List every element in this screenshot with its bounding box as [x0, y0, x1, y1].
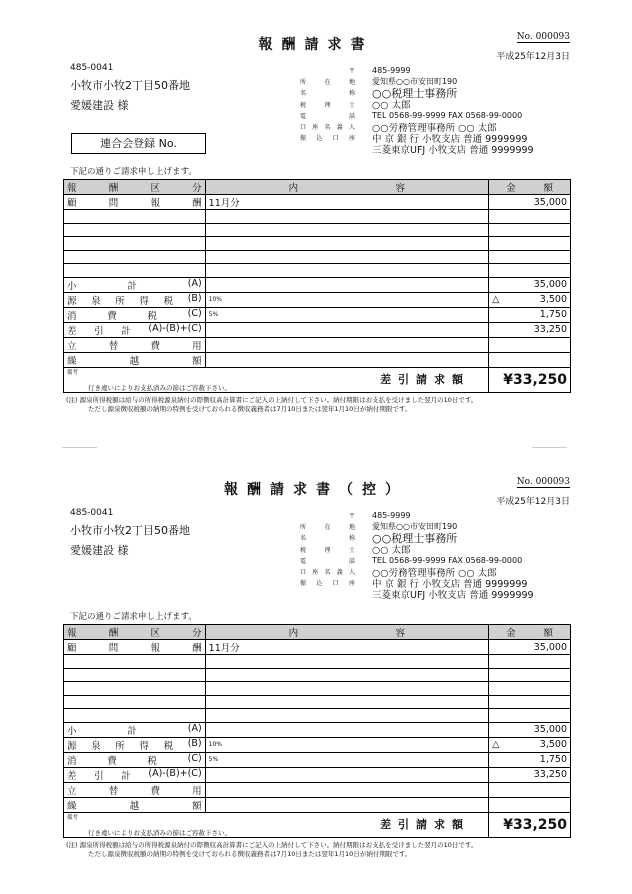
issuer-label: 電話 — [300, 112, 355, 120]
issuer-label-cell — [300, 556, 355, 565]
summary-label — [64, 752, 206, 767]
client-address: 小牧市小牧2丁目50番地 — [70, 524, 190, 537]
item-amount — [489, 668, 571, 682]
label-char: 税 — [147, 755, 157, 767]
summary-content — [205, 277, 488, 292]
issuer-info — [300, 510, 580, 600]
label-char: 泉 — [91, 740, 101, 752]
remarks-label: 備考 — [67, 814, 79, 821]
client-postal: 485-0041 — [70, 508, 114, 518]
summary-row — [64, 722, 571, 737]
issuer-value: 485-9999 — [372, 511, 411, 521]
summary-label-text — [67, 353, 202, 367]
issuer-value: ○○労務管理事務所 ○○ 太郎 — [372, 122, 497, 134]
summary-label — [64, 767, 206, 782]
label-char: 額 — [192, 355, 202, 367]
summary-value: 3,500 — [539, 294, 567, 306]
item-category — [64, 250, 206, 264]
summary-amount-wrap — [492, 279, 567, 290]
header-content-wrap — [209, 180, 485, 194]
item-amount — [489, 210, 571, 224]
cut-line-left — [62, 447, 97, 448]
summary-label — [64, 307, 206, 322]
invoice-date: 平成25年12月3日 — [496, 52, 570, 62]
table-row — [64, 682, 571, 696]
label-char: 費 — [150, 340, 160, 352]
note-3: ただし源泉徴収税額の納期の特例を受けておられる徴収義務者は7月10日または翌年1月10日が納付期限です。 — [88, 850, 412, 858]
table-header — [64, 180, 571, 195]
issuer-row — [300, 87, 580, 98]
invoice-date: 平成25年12月3日 — [496, 497, 570, 507]
issuer-value: 三菱東京UFJ 小牧支店 普通 9999999 — [372, 144, 534, 156]
note-2: (注) 源泉所得税額は給与の所得税源泉納付の際徴収高計算書にご記入の上納付して下さい。納付期限はお支払を受けました翌月の10日です。 — [66, 396, 478, 404]
summary-label-text — [67, 338, 202, 352]
issuer-row — [300, 532, 580, 543]
summary-amount-wrap — [492, 324, 567, 335]
item-amount — [489, 682, 571, 696]
issuer-value: ○○税理士事務所 — [372, 86, 458, 100]
summary-content: 5% — [205, 307, 488, 322]
label-char: 所 — [115, 295, 125, 307]
item-category — [64, 695, 206, 709]
client-name: 愛媛建設 様 — [70, 99, 129, 112]
summary-row — [64, 307, 571, 322]
summary-content — [205, 337, 488, 352]
summary-label — [64, 337, 206, 352]
intro-text: 下記の通りご請求申し上げます。 — [70, 167, 197, 177]
summary-label-text — [67, 278, 202, 292]
item-amount — [489, 655, 571, 669]
summary-row — [64, 782, 571, 797]
issuer-label: 名称 — [300, 535, 355, 543]
invoice-number: No. 000093 — [516, 477, 570, 487]
issuer-label-cell — [300, 88, 355, 97]
issuer-value: 愛知県○○市安田町190 — [372, 522, 458, 532]
table-row — [64, 250, 571, 264]
summary-amount-wrap — [492, 754, 567, 765]
summary-content — [205, 722, 488, 737]
table-header — [64, 625, 571, 640]
issuer-row — [300, 588, 580, 599]
item-category — [64, 682, 206, 696]
issuer-value: 愛知県○○市安田町190 — [372, 77, 458, 87]
header-amount — [489, 180, 571, 195]
summary-amount — [489, 737, 571, 752]
note-2: (注) 源泉所得税額は給与の所得税源泉納付の際徴収高計算書にご記入の上納付して下さい。納付期限はお支払を受けました翌月の10日です。 — [66, 841, 478, 849]
item-content — [205, 237, 488, 251]
item-category — [64, 237, 206, 251]
issuer-value: 中 京 銀 行 小牧支店 普通 9999999 — [372, 133, 528, 145]
cut-line-right — [532, 447, 567, 448]
summary-label — [64, 737, 206, 752]
issuer-value: 三菱東京UFJ 小牧支店 普通 9999999 — [372, 589, 534, 601]
issuer-label-cell — [300, 578, 355, 587]
summary-amount — [489, 322, 571, 337]
table-row — [64, 709, 571, 723]
registration-number-box: 連合会登録 No. — [71, 133, 206, 154]
label-char: 所 — [115, 740, 125, 752]
summary-content — [205, 767, 488, 782]
summary-content: 5% — [205, 752, 488, 767]
label-char: 計 — [127, 725, 137, 737]
summary-label — [64, 722, 206, 737]
label-char: (B) — [187, 292, 202, 304]
summary-content — [205, 782, 488, 797]
header-amount-wrap — [492, 625, 567, 639]
note-3: ただし源泉徴収税額の納期の特例を受けておられる徴収義務者は7月10日または翌年1月10日が納付期限です。 — [88, 405, 412, 413]
summary-mark: △ — [492, 739, 500, 751]
label-char: 小 — [67, 725, 77, 737]
intro-text: 下記の通りご請求申し上げます。 — [70, 612, 197, 622]
item-content — [205, 695, 488, 709]
table-row — [64, 668, 571, 682]
summary-value: 35,000 — [533, 279, 567, 291]
issuer-value: TEL 0568-99-9999 FAX 0568-99-0000 — [372, 555, 523, 565]
item-category — [64, 668, 206, 682]
table-row — [64, 237, 571, 251]
label-char: 越 — [129, 800, 140, 812]
label-char: 計 — [121, 770, 131, 782]
header-category — [64, 180, 206, 195]
item-amount — [489, 237, 571, 251]
issuer-label-cell — [300, 133, 355, 142]
summary-label — [64, 277, 206, 292]
label-char: 額 — [192, 800, 202, 812]
issuer-label: 振込口座 — [300, 135, 355, 143]
label-char: 税 — [163, 740, 174, 752]
summary-content — [205, 352, 488, 367]
issuer-label-cell — [300, 66, 355, 75]
issuer-label: 電話 — [300, 557, 355, 565]
issuer-label: 振込口座 — [300, 580, 355, 588]
item-content — [205, 250, 488, 264]
label-char: 消 — [67, 755, 77, 767]
summary-row — [64, 797, 571, 812]
issuer-label-cell — [300, 533, 355, 542]
invoice-table — [63, 179, 571, 393]
item-content — [205, 223, 488, 237]
issuer-label: 所在地 — [300, 79, 355, 87]
item-amount — [489, 709, 571, 723]
header-category-label: 報酬区分 — [67, 628, 202, 639]
item-category — [64, 655, 206, 669]
summary-row — [64, 337, 571, 352]
client-postal: 485-0041 — [70, 63, 114, 73]
item-category — [64, 640, 206, 655]
label-char: 税 — [147, 310, 157, 322]
label-char: 源 — [67, 740, 77, 752]
summary-row — [64, 277, 571, 292]
issuer-row — [300, 143, 580, 154]
label-char: 費 — [107, 310, 117, 322]
summary-label-text — [67, 308, 202, 322]
summary-label-text — [67, 783, 202, 797]
item-amount — [489, 250, 571, 264]
summary-amount — [489, 352, 571, 367]
issuer-label: 所在地 — [300, 524, 355, 532]
summary-content — [205, 322, 488, 337]
label-char: 源 — [67, 295, 77, 307]
summary-value: 3,500 — [539, 739, 567, 751]
label-char: 立 — [67, 340, 77, 352]
invoice-copy — [0, 445, 632, 885]
header-category-label: 報酬区分 — [67, 183, 202, 194]
summary-amount — [489, 292, 571, 307]
summary-amount-wrap — [492, 769, 567, 780]
table-row — [64, 695, 571, 709]
issuer-value: ○○税理士事務所 — [372, 531, 458, 545]
summary-amount — [489, 307, 571, 322]
issuer-value: 中 京 銀 行 小牧支店 普通 9999999 — [372, 578, 528, 590]
item-category — [64, 223, 206, 237]
header-amount — [489, 625, 571, 640]
client-address: 小牧市小牧2丁目50番地 — [70, 79, 190, 92]
label-char: 立 — [67, 785, 77, 797]
summary-row — [64, 767, 571, 782]
label-char: (A)-(B)+(C) — [148, 767, 202, 779]
total-label: 差引請求額 — [380, 372, 471, 386]
issuer-label-cell — [300, 77, 355, 86]
label-char: 得 — [139, 740, 149, 752]
table-row — [64, 655, 571, 669]
issuer-label-cell — [300, 522, 355, 531]
item-amount: 35,000 — [489, 640, 571, 655]
label-char: 計 — [121, 325, 131, 337]
item-content: 11月分 — [205, 195, 488, 210]
item-content — [205, 655, 488, 669]
label-char: 替 — [108, 785, 119, 797]
issuer-value: 485-9999 — [372, 66, 411, 76]
note-1: 行き違いによりお支払済みの節はご容赦下さい。 — [88, 384, 231, 392]
header-content-label: 内容 — [288, 628, 406, 639]
summary-value: 1,750 — [539, 754, 567, 766]
summary-amount — [489, 767, 571, 782]
label-char: 消 — [67, 310, 77, 322]
invoice-number: No. 000093 — [516, 32, 570, 42]
summary-label — [64, 782, 206, 797]
label-char: 用 — [192, 340, 202, 352]
issuer-label: 口座名義人 — [300, 569, 355, 577]
summary-row — [64, 292, 571, 307]
label-char: (A) — [187, 722, 202, 734]
label-char: 小 — [67, 280, 77, 292]
item-amount — [489, 695, 571, 709]
label-char: 得 — [139, 295, 149, 307]
summary-value: 33,250 — [533, 324, 567, 336]
label-char: 繰 — [67, 355, 77, 367]
summary-label — [64, 292, 206, 307]
label-char: 替 — [108, 340, 119, 352]
issuer-value: ○○労務管理事務所 ○○ 太郎 — [372, 567, 497, 579]
issuer-value: ○○ 太郎 — [372, 100, 411, 112]
summary-amount — [489, 752, 571, 767]
label-char: 計 — [127, 280, 137, 292]
table-row — [64, 223, 571, 237]
header-content — [205, 180, 488, 195]
summary-amount — [489, 797, 571, 812]
label-char: 差 — [67, 325, 77, 337]
item-category-label: 顧問報酬 — [67, 643, 202, 654]
summary-row — [64, 752, 571, 767]
summary-amount — [489, 722, 571, 737]
item-content — [205, 682, 488, 696]
issuer-label: 名称 — [300, 90, 355, 98]
summary-label-text — [67, 323, 202, 337]
item-category — [64, 264, 206, 278]
summary-label-text — [67, 753, 202, 767]
table-row — [64, 195, 571, 210]
item-content — [205, 210, 488, 224]
issuer-label-cell — [300, 511, 355, 520]
summary-amount-wrap — [492, 739, 567, 750]
label-char: (A) — [187, 277, 202, 289]
issuer-label: 〒 — [348, 513, 355, 521]
client-name: 愛媛建設 様 — [70, 544, 129, 557]
label-char: 税 — [163, 295, 174, 307]
invoice-title: 報酬請求書 — [258, 37, 374, 53]
issuer-info — [300, 65, 580, 155]
header-amount-label: 金額 — [506, 628, 553, 639]
header-amount-wrap — [492, 180, 567, 194]
summary-amount — [489, 277, 571, 292]
label-char: 泉 — [91, 295, 101, 307]
label-char: 費 — [150, 785, 160, 797]
summary-label-text — [67, 798, 202, 812]
summary-amount-wrap — [492, 309, 567, 320]
invoice-copy — [0, 0, 632, 440]
label-char: 越 — [129, 355, 140, 367]
item-category-label: 顧問報酬 — [67, 198, 202, 209]
summary-label-text — [67, 768, 202, 782]
summary-value: 33,250 — [533, 769, 567, 781]
label-char: (C) — [187, 752, 202, 764]
summary-amount-wrap — [492, 724, 567, 735]
header-content — [205, 625, 488, 640]
label-char: (C) — [187, 307, 202, 319]
label-char: (A)-(B)+(C) — [148, 322, 202, 334]
summary-content: 10% — [205, 292, 488, 307]
label-char: 差 — [67, 770, 77, 782]
header-amount-label: 金額 — [506, 183, 553, 194]
issuer-label-cell — [300, 100, 355, 109]
item-amount — [489, 223, 571, 237]
total-value: ¥33,250 — [489, 812, 571, 837]
item-content — [205, 264, 488, 278]
summary-label — [64, 797, 206, 812]
label-char: 引 — [94, 325, 104, 337]
item-content: 11月分 — [205, 640, 488, 655]
invoice-title: 報酬請求書（控） — [224, 482, 408, 498]
invoice-table — [63, 624, 571, 838]
summary-label — [64, 352, 206, 367]
summary-label-text — [67, 738, 202, 752]
label-char: 費 — [107, 755, 117, 767]
item-amount — [489, 264, 571, 278]
issuer-value: ○○ 太郎 — [372, 545, 411, 557]
summary-value: 1,750 — [539, 309, 567, 321]
label-char: 繰 — [67, 800, 77, 812]
label-char: 引 — [94, 770, 104, 782]
table-row — [64, 640, 571, 655]
summary-row — [64, 322, 571, 337]
issuer-row — [300, 65, 580, 76]
issuer-label-cell — [300, 111, 355, 120]
summary-amount-wrap — [492, 294, 567, 305]
summary-label — [64, 322, 206, 337]
summary-value: 35,000 — [533, 724, 567, 736]
issuer-label-cell — [300, 545, 355, 554]
summary-mark: △ — [492, 294, 500, 306]
table-row — [64, 264, 571, 278]
header-content-wrap — [209, 625, 485, 639]
total-label: 差引請求額 — [380, 817, 471, 831]
issuer-label: 口座名義人 — [300, 124, 355, 132]
issuer-row — [300, 510, 580, 521]
header-content-label: 内容 — [288, 183, 406, 194]
item-category — [64, 709, 206, 723]
summary-label-text — [67, 293, 202, 307]
item-content — [205, 668, 488, 682]
item-category — [64, 210, 206, 224]
summary-content: 10% — [205, 737, 488, 752]
header-category — [64, 625, 206, 640]
issuer-label: 税理士 — [300, 101, 355, 109]
summary-amount — [489, 337, 571, 352]
item-category — [64, 195, 206, 210]
total-value: ¥33,250 — [489, 367, 571, 392]
summary-row — [64, 737, 571, 752]
table-row — [64, 210, 571, 224]
issuer-label: 税理士 — [300, 546, 355, 554]
summary-label-text — [67, 723, 202, 737]
label-char: (B) — [187, 737, 202, 749]
item-amount: 35,000 — [489, 195, 571, 210]
summary-amount — [489, 782, 571, 797]
remarks-label: 備考 — [67, 369, 79, 376]
issuer-label: 〒 — [348, 68, 355, 76]
issuer-label-cell — [300, 567, 355, 576]
label-char: 用 — [192, 785, 202, 797]
summary-content — [205, 797, 488, 812]
item-content — [205, 709, 488, 723]
issuer-value: TEL 0568-99-9999 FAX 0568-99-0000 — [372, 110, 523, 120]
issuer-label-cell — [300, 122, 355, 131]
note-1: 行き違いによりお支払済みの節はご容赦下さい。 — [88, 829, 231, 837]
summary-row — [64, 352, 571, 367]
